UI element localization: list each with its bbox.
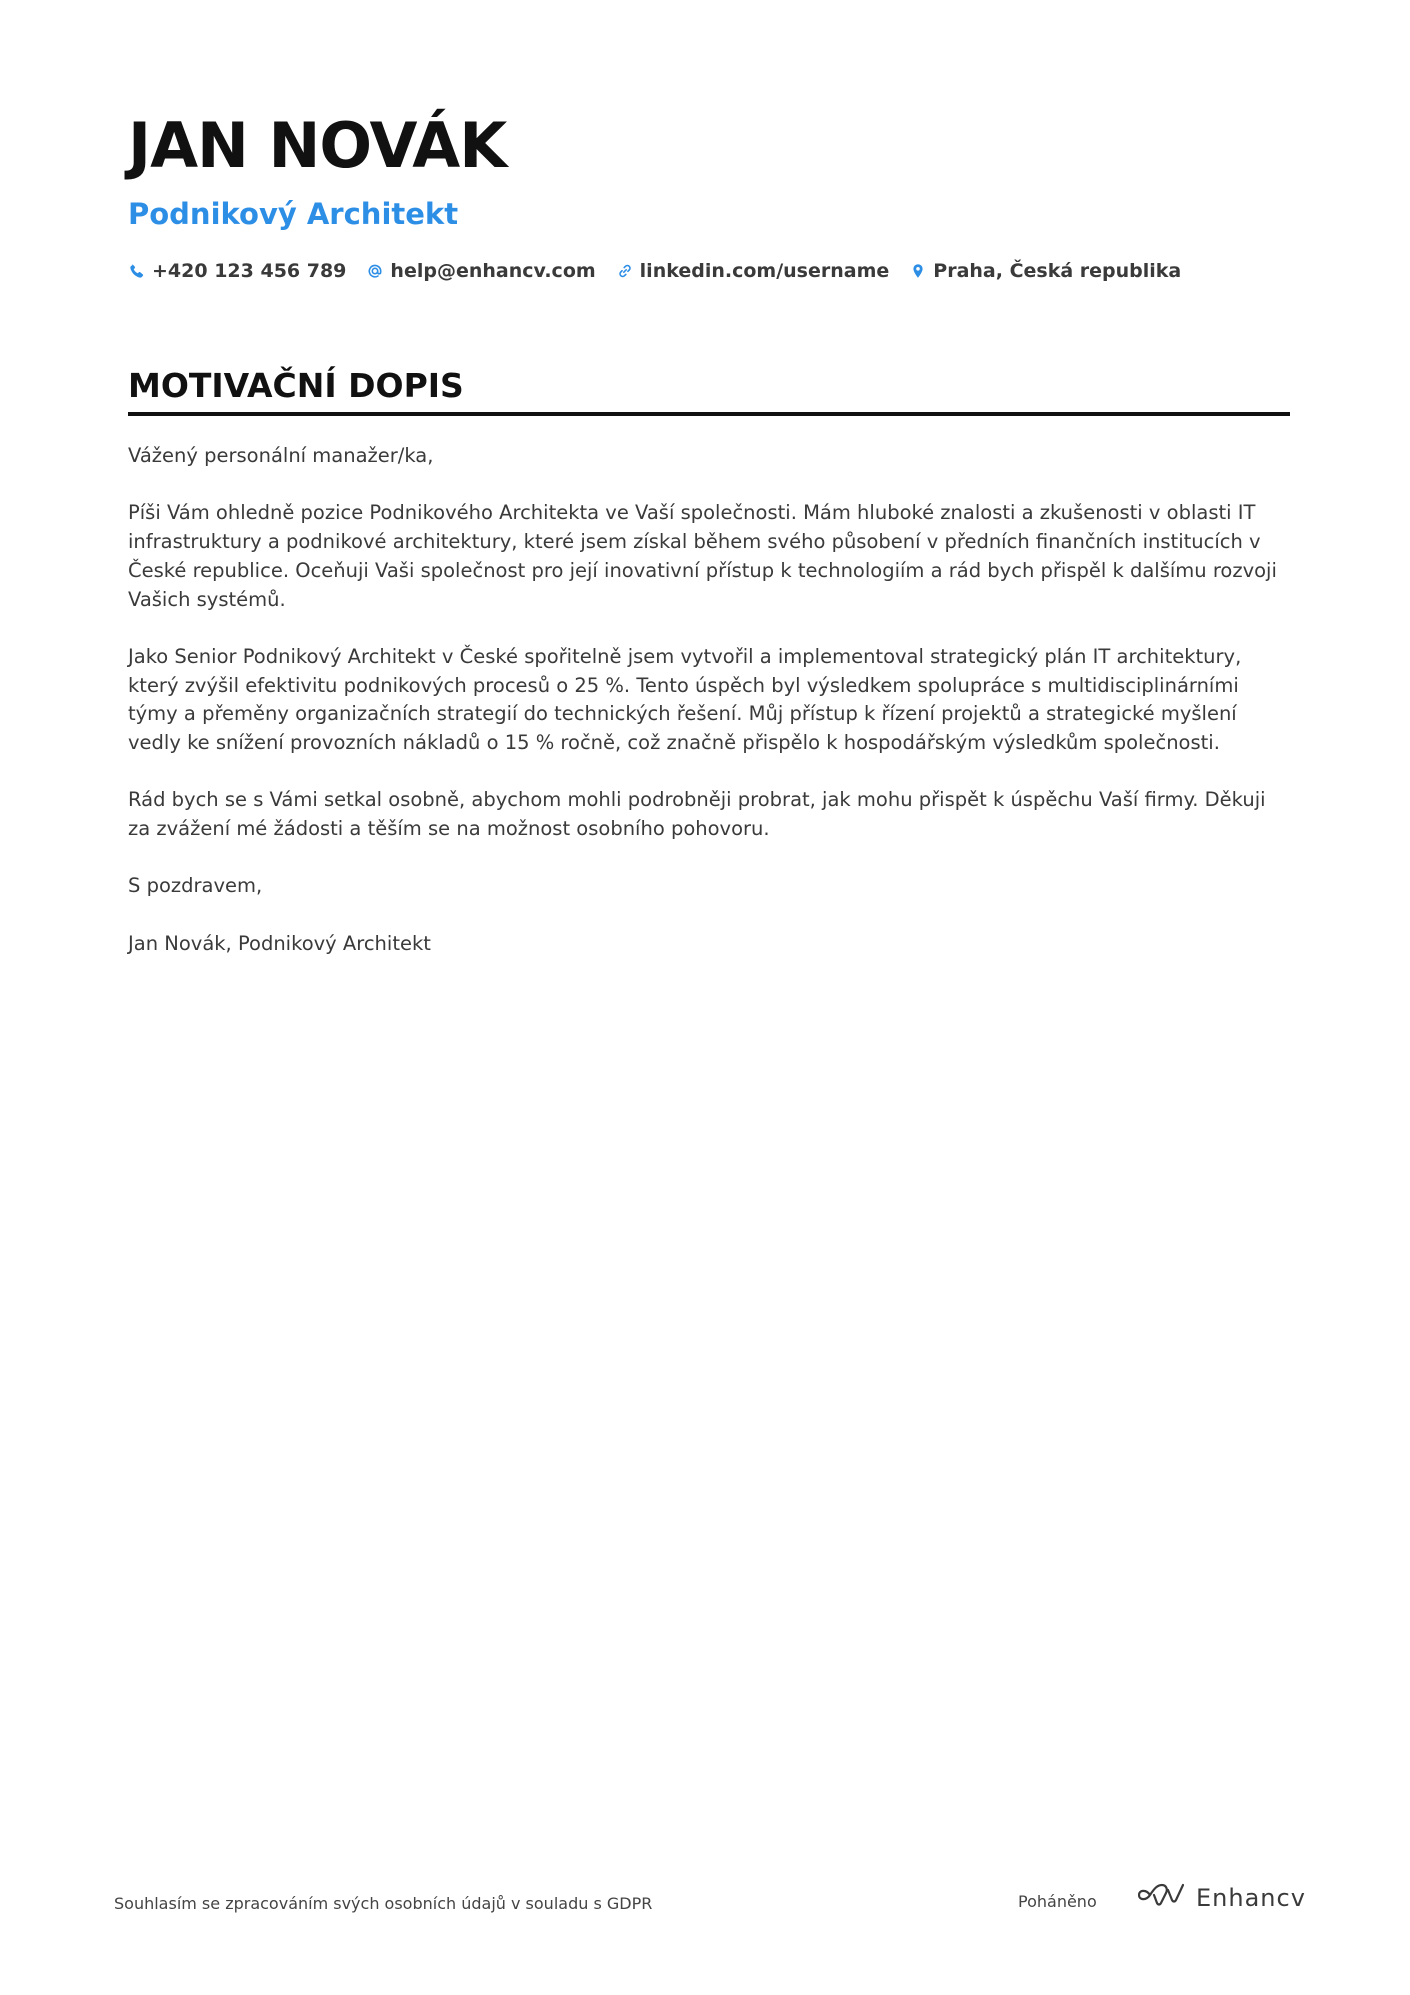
letter-paragraph-closing: Rád bych se s Vámi setkal osobně, abychom mohli podrobněji probrat, jak mohu přispět k úspěchu Vaší firmy. Děkuji za zvážení mé žádosti a těším se na možnost osobního pohovoru. [128,788,1266,841]
candidate-role: Podnikový Architekt [128,197,459,231]
contact-bar [128,260,1288,282]
contact-email[interactable] [366,260,595,282]
link-icon [616,262,634,280]
powered-by-text: Poháněno [1018,1892,1097,1911]
phone-icon [128,262,146,280]
contact-phone [128,260,346,282]
cover-letter-section [128,364,1290,987]
enhancv-brand-link[interactable] [1138,1882,1306,1913]
resume-header [128,108,1288,282]
contact-location [909,260,1181,282]
letter-salutation: Vážený personální manažer/ka, [128,444,434,467]
contact-linkedin[interactable] [616,260,890,282]
contact-location-text: Praha, Česká republika [933,260,1182,282]
contact-email-text[interactable]: help@enhancv.com [390,260,596,282]
enhancv-brand-name[interactable]: Enhancv [1196,1883,1306,1912]
letter-paragraph-intro: Píši Vám ohledně pozice Podnikového Architekta ve Vaší společnosti. Mám hluboké znalosti a zkušenosti v oblasti IT infrastruktury a podnikové architektury, které jsem získal během svého působení v předních finančních institucích v České republice. Oceňuji Vaši společnost pro její inovativní přístup k technologiím a rád bych přispěl k dalšímu rozvoji Vašich systémů. [128,501,1277,611]
candidate-name: JAN NOVÁK [128,109,507,182]
letter-signature: Jan Novák, Podnikový Architekt [128,931,431,955]
letter-body [128,442,1290,959]
contact-phone-text: +420 123 456 789 [152,260,347,282]
letter-paragraph-experience: Jako Senior Podnikový Architekt v České spořitelně jsem vytvořil a implementoval strategický plán IT architektury, který zvýšil efektivitu podnikových procesů o 25 %. Tento úspěch byl výsledkem spolupráce s multidisciplinárními týmy a přeměny organizačních strategií do technických řešení. Můj přístup k řízení projektů a strategické myšlení vedly ke snížení provozních nákladů o 15 % ročně, což značně přispělo k hospodářským výsledkům společnosti. [128,644,1242,754]
gdpr-consent-text: Souhlasím se zpracováním svých osobních údajů v souladu s GDPR [114,1894,653,1913]
at-icon [366,262,384,280]
letter-sign-off: S pozdravem, [128,874,263,898]
contact-linkedin-text[interactable]: linkedin.com/username [639,260,890,282]
section-title: MOTIVAČNÍ DOPIS [128,364,1290,416]
page-footer [114,1880,1306,1930]
location-pin-icon [909,262,927,280]
enhancv-logo-icon [1138,1882,1184,1913]
